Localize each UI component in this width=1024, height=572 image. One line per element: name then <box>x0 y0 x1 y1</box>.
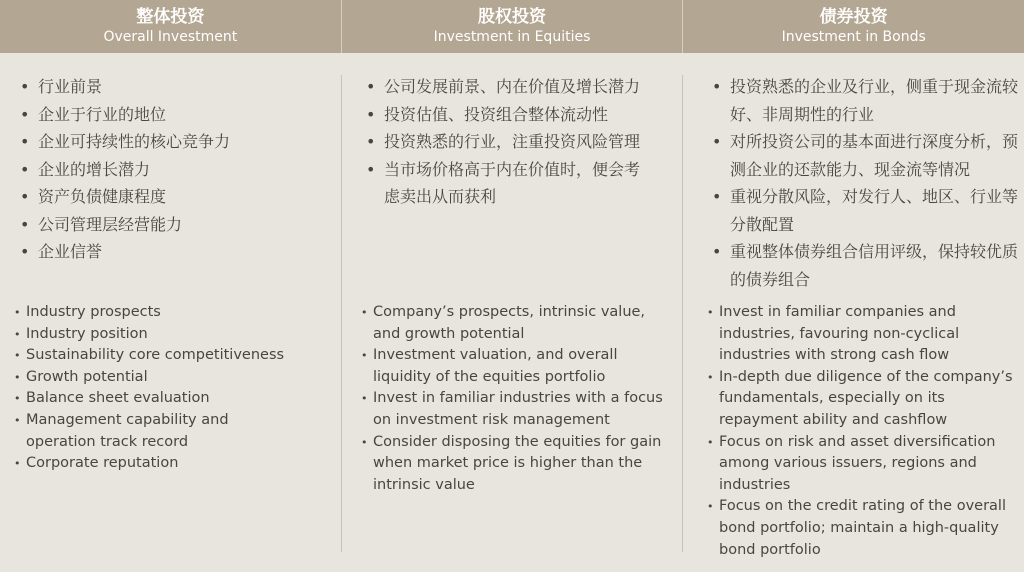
list-item: • Company’s prospects, intrinsic value, and growth potential <box>361 302 653 345</box>
list-item: • 当市场价格高于内在价值时，便会考虑卖出从而获利 <box>364 156 654 211</box>
list-item: • Sustainability core competitiveness <box>14 345 332 367</box>
table-header <box>0 0 1024 53</box>
list-item: • Consider disposing the equities for gain when market price is higher than the intrinsic value <box>361 432 671 497</box>
list-item: • Invest in familiar companies and industries, favouring non-cyclical industries with strong cash flow <box>707 302 979 367</box>
list-item: • Growth potential <box>14 367 332 389</box>
list-item: • 重视整体债券组合信用评级，保持较优质的债券组合 <box>710 238 1018 293</box>
header-investment-in-bonds <box>683 0 1024 53</box>
list-item: • 公司发展前景、内在价值及增长潜力 <box>364 73 672 101</box>
list-item: • Balance sheet evaluation <box>14 388 332 410</box>
list-item: • Focus on the credit rating of the overall bond portfolio; maintain a high-quality bond portfolio <box>707 496 1019 561</box>
column-investment-in-equities <box>341 53 682 572</box>
chinese-list <box>710 73 1018 293</box>
list-item: • 企业可持续性的核心竞争力 <box>18 128 318 156</box>
list-item: • Management capability and operation track record <box>14 410 246 453</box>
list-item: • Focus on risk and asset diversification among various issuers, regions and industries <box>707 432 1004 497</box>
chinese-list <box>364 73 672 211</box>
header-title-en: Overall Investment <box>103 28 238 45</box>
list-item: • 企业信誉 <box>18 238 318 266</box>
list-item: • 投资熟悉的企业及行业，侧重于现金流较好、非周期性的行业 <box>710 73 1018 128</box>
list-item: • 行业前景 <box>18 73 318 101</box>
list-item: • Industry position <box>14 324 332 346</box>
list-item: • 公司管理层经营能力 <box>18 211 318 239</box>
column-investment-in-bonds <box>682 53 1023 572</box>
list-item: • In-depth due diligence of the company’s fundamentals, especially on its repayment ability and cashflow <box>707 367 1024 432</box>
column-overall-investment <box>0 53 341 572</box>
header-title-en: Investment in Equities <box>433 28 591 45</box>
header-investment-in-equities <box>342 0 684 53</box>
list-item: • 企业的增长潜力 <box>18 156 318 184</box>
header-title-en: Investment in Bonds <box>781 28 926 45</box>
list-item: • Investment valuation, and overall liquidity of the equities portfolio <box>361 345 623 388</box>
english-list <box>707 302 1019 561</box>
english-list <box>14 302 332 475</box>
header-title-zh: 整体投资 <box>136 6 205 27</box>
list-item: • Industry prospects <box>14 302 332 324</box>
english-list <box>361 302 673 496</box>
list-item: • 重视分散风险，对发行人、地区、行业等分散配置 <box>710 183 1018 238</box>
list-item: • Corporate reputation <box>14 453 332 475</box>
list-item: • 企业于行业的地位 <box>18 101 318 129</box>
list-item: • Invest in familiar industries with a focus on investment risk management <box>361 388 671 431</box>
list-item: • 投资熟悉的行业，注重投资风险管理 <box>364 128 672 156</box>
list-item: • 资产负债健康程度 <box>18 183 318 211</box>
list-item: • 投资估值、投资组合整体流动性 <box>364 101 672 129</box>
header-overall-investment <box>0 0 342 53</box>
header-title-zh: 债券投资 <box>819 6 888 27</box>
header-title-zh: 股权投资 <box>478 6 546 27</box>
table-body <box>0 53 1024 572</box>
chinese-list <box>18 73 318 266</box>
list-item: • 对所投资公司的基本面进行深度分析，预测企业的还款能力、现金流等情况 <box>710 128 1018 183</box>
